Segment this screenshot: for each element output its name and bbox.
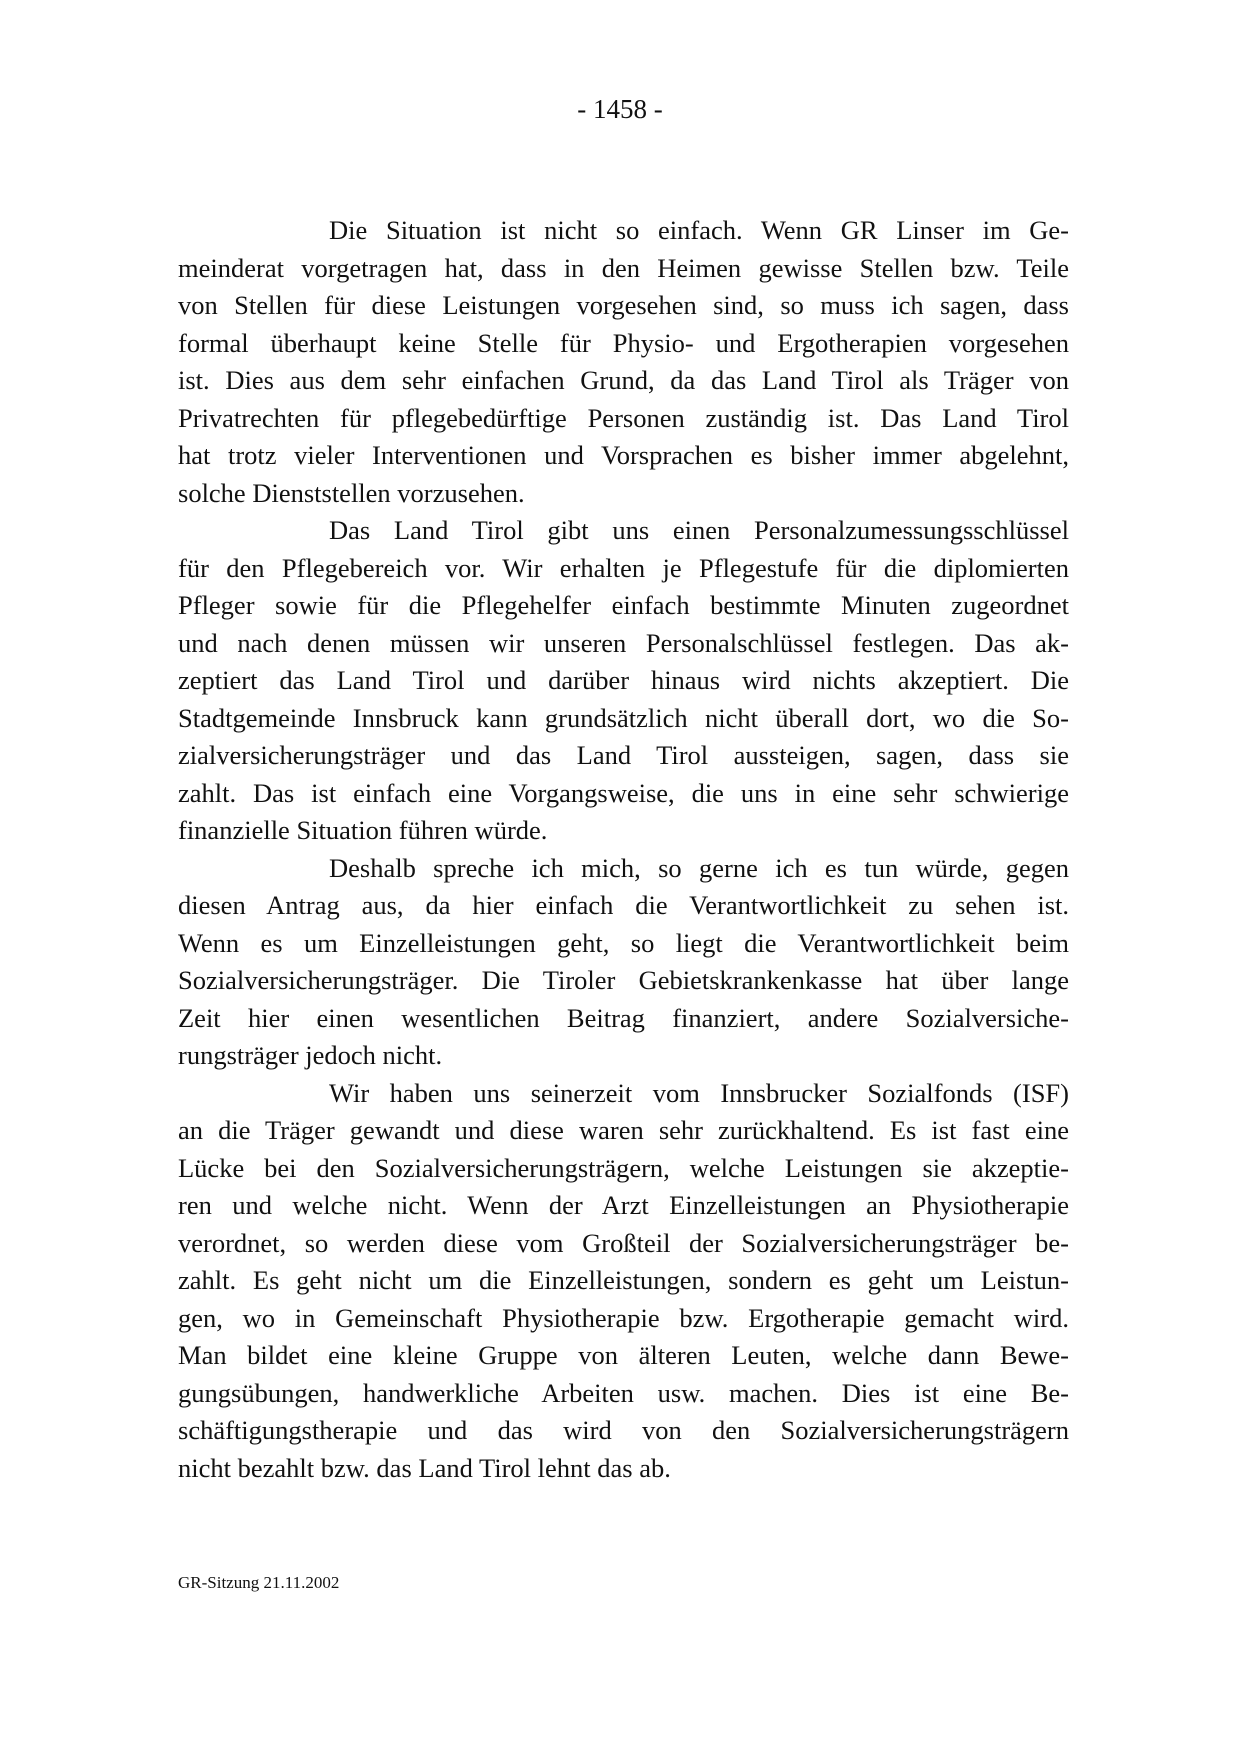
- page-number: - 1458 -: [577, 94, 663, 124]
- paragraph: [178, 212, 1069, 512]
- text-line: nicht bezahlt bzw. das Land Tirol lehnt das ab.: [178, 1452, 671, 1483]
- text-line: ist. Dies aus dem sehr einfachen Grund, da das Land Tirol als Träger von: [178, 365, 1069, 395]
- text-line: zahlt. Das ist einfach eine Vorgangsweise, die uns in eine sehr schwierige: [178, 777, 1069, 808]
- text-line: für den Pflegebereich vor. Wir erhalten je Pflegestufe für die diplomierten: [178, 552, 1069, 583]
- paragraph: [178, 850, 1069, 1075]
- text-line: Sozialversicherungsträger. Die Tiroler Gebietskrankenkasse hat über lange: [178, 965, 1069, 995]
- text-line: meinderat vorgetragen hat, dass in den Heimen gewisse Stellen bzw. Teile: [178, 252, 1069, 283]
- text-line: gungsübungen, handwerkliche Arbeiten usw. machen. Dies ist eine Be-: [178, 1377, 1069, 1408]
- text-line: hat trotz vieler Interventionen und Vorsprachen es bisher immer abgelehnt,: [178, 440, 1069, 470]
- text-line: Deshalb spreche ich mich, so gerne ich es tun würde, gegen: [329, 852, 1069, 883]
- text-line: Die Situation ist nicht so einfach. Wenn GR Linser im Ge-: [329, 215, 1069, 245]
- text-line: zeptiert das Land Tirol und darüber hinaus wird nichts akzeptiert. Die: [178, 665, 1069, 695]
- text-line: finanzielle Situation führen würde.: [178, 815, 548, 845]
- text-line: solche Dienststellen vorzusehen.: [178, 477, 525, 508]
- text-line: Wenn es um Einzelleistungen geht, so liegt die Verantwortlichkeit beim: [178, 927, 1069, 958]
- text-line: Man bildet eine kleine Gruppe von älteren Leuten, welche dann Bewe-: [178, 1340, 1069, 1370]
- text-line: Zeit hier einen wesentlichen Beitrag finanziert, andere Sozialversiche-: [178, 1002, 1069, 1033]
- text-line: Wir haben uns seinerzeit vom Innsbrucker Sozialfonds (ISF): [329, 1077, 1069, 1108]
- text-line: zahlt. Es geht nicht um die Einzelleistungen, sondern es geht um Leistun-: [178, 1265, 1069, 1295]
- text-line: Privatrechten für pflegebedürftige Personen zuständig ist. Das Land Tirol: [178, 402, 1069, 433]
- text-line: Pfleger sowie für die Pflegehelfer einfach bestimmte Minuten zugeordnet: [178, 590, 1069, 620]
- text-line: formal überhaupt keine Stelle für Physio- und Ergotherapien vorgesehen: [178, 327, 1069, 358]
- text-line: Stadtgemeinde Innsbruck kann grundsätzlich nicht überall dort, wo die So-: [178, 702, 1069, 733]
- paragraph: [178, 1075, 1069, 1488]
- paragraph: [178, 512, 1069, 850]
- text-line: von Stellen für diese Leistungen vorgesehen sind, so muss ich sagen, dass: [178, 290, 1069, 320]
- text-line: rungsträger jedoch nicht.: [178, 1040, 443, 1070]
- text-line: diesen Antrag aus, da hier einfach die Verantwortlichkeit zu sehen ist.: [178, 890, 1069, 920]
- text-line: gen, wo in Gemeinschaft Physiotherapie bzw. Ergotherapie gemacht wird.: [178, 1302, 1069, 1333]
- text-line: Das Land Tirol gibt uns einen Personalzumessungsschlüssel: [329, 515, 1069, 545]
- text-line: schäftigungstherapie und das wird von den Sozialversicherungsträgern: [178, 1415, 1069, 1445]
- text-line: an die Träger gewandt und diese waren sehr zurückhaltend. Es ist fast eine: [178, 1115, 1069, 1145]
- page-footer: GR-Sitzung 21.11.2002: [178, 1573, 340, 1592]
- document-body: [178, 212, 1069, 1487]
- text-line: zialversicherungsträger und das Land Tirol aussteigen, sagen, dass sie: [178, 740, 1069, 770]
- text-line: Lücke bei den Sozialversicherungsträgern, welche Leistungen sie akzeptie-: [178, 1152, 1069, 1183]
- text-line: und nach denen müssen wir unseren Personalschlüssel festlegen. Das ak-: [178, 627, 1069, 658]
- text-line: ren und welche nicht. Wenn der Arzt Einzelleistungen an Physiotherapie: [178, 1190, 1069, 1220]
- text-line: verordnet, so werden diese vom Großteil der Sozialversicherungsträger be-: [178, 1227, 1069, 1258]
